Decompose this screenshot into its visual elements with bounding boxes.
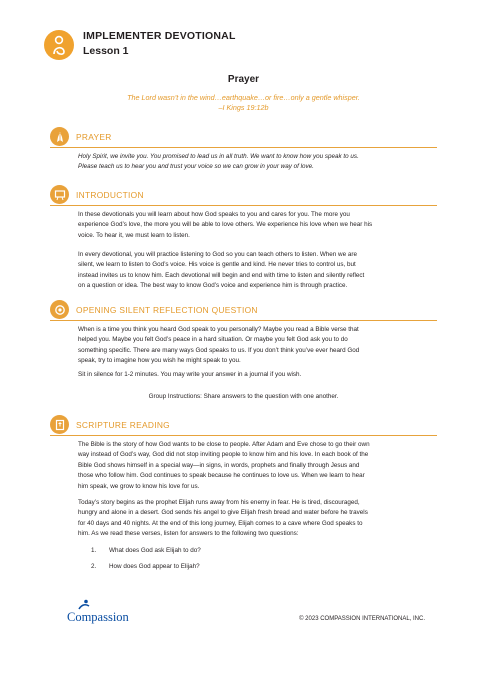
question-text: How does God appear to Elijah? <box>109 563 200 570</box>
section-title: PRAYER <box>76 132 112 142</box>
question-number: 2. <box>91 563 97 570</box>
section-header-scripture <box>50 415 437 436</box>
introduction-paragraph-2: In every devotional, you will practice listening to God so you can teach others to listen. When we are silent, we learn to listen to God’s voice. His voice is gentle and kind. He never tries to control us, but instead invites us to know him. Each devotional will begin and end with time to listen and silently reflect on a question or idea. The best way to know God’s voice and experience him is through practice. <box>78 251 365 290</box>
praying-hands-icon <box>50 127 69 146</box>
question-number: 1. <box>91 547 97 554</box>
section-title: OPENING SILENT REFLECTION QUESTION <box>76 305 258 315</box>
compassion-brand: Compassion <box>67 610 129 624</box>
header-title: IMPLEMENTER DEVOTIONAL <box>83 30 236 42</box>
chalkboard-icon <box>50 185 69 204</box>
reflection-paragraph: When is a time you think you heard God speak to you personally? Maybe you read a Bible verse that helped you. Maybe you felt God’s peace in a hard situation. Or maybe you felt God ask you to do something specific. There are many ways God speaks to us. If you don’t think you’ve ever heard God speak, try to imagine how you wish he might speak to you. <box>78 326 360 365</box>
compassion-logo-icon <box>44 30 74 60</box>
scripture-paragraph-2: Today’s story begins as the prophet Elijah runs away from his enemy in fear. He is tired, discouraged, hungry and alone in a desert. God sends his angel to give Elijah fresh bread and water before he travels for 40 days and 40 nights. At the end of this long journey, Elijah comes to a cave where God speaks to him. As we read these verses, listen for answers to the following two questions: <box>78 499 368 538</box>
introduction-paragraph-1: In these devotionals you will learn about how God speaks to you and cares for you. The more you experience God’s love, the more you will be able to love others. We experience his love when we hear his voice. To hear it, we must learn to listen. <box>78 211 373 239</box>
prayer-text: Holy Spirit, we invite you. You promised to lead us in all truth. We want to know how you speak to us. Please teach us to hear you and trust your voice so we can grow in your way of love. <box>78 153 359 171</box>
question-text: What does God ask Elijah to do? <box>109 547 201 554</box>
group-instructions: Group Instructions: Share answers to the question with one another. <box>148 393 339 400</box>
section-title: SCRIPTURE READING <box>76 420 170 430</box>
page-title: Prayer <box>227 74 260 85</box>
section-title: INTRODUCTION <box>76 190 144 200</box>
section-header-prayer <box>50 127 437 148</box>
bible-icon <box>50 415 69 434</box>
section-header-reflection <box>50 300 437 321</box>
scripture-paragraph-1: The Bible is the story of how God wants to be close to people. After Adam and Eve chose to go their own way instead of God’s way, God did not stop inviting people to know him and his love. In each book of the Bible God shows himself in a special way—in signs, in words, prophets and finally through Jesus and those who follow him. God continues to speak because he continues to love us. When we learn to hear him speak, we grow to know his love for us. <box>78 441 370 490</box>
reflection-icon <box>50 300 69 319</box>
verse-reference: –I Kings 19:12b <box>218 103 269 112</box>
header-lesson: Lesson 1 <box>83 45 129 57</box>
reflection-instruction: Sit in silence for 1-2 minutes. You may write your answer in a journal if you wish. <box>78 371 302 378</box>
copyright: © 2023 COMPASSION INTERNATIONAL, INC. <box>299 616 425 622</box>
section-header-introduction <box>50 185 437 206</box>
verse-text: The Lord wasn’t in the wind…earthquake…or fire…only a gentle whisper. <box>127 93 360 102</box>
